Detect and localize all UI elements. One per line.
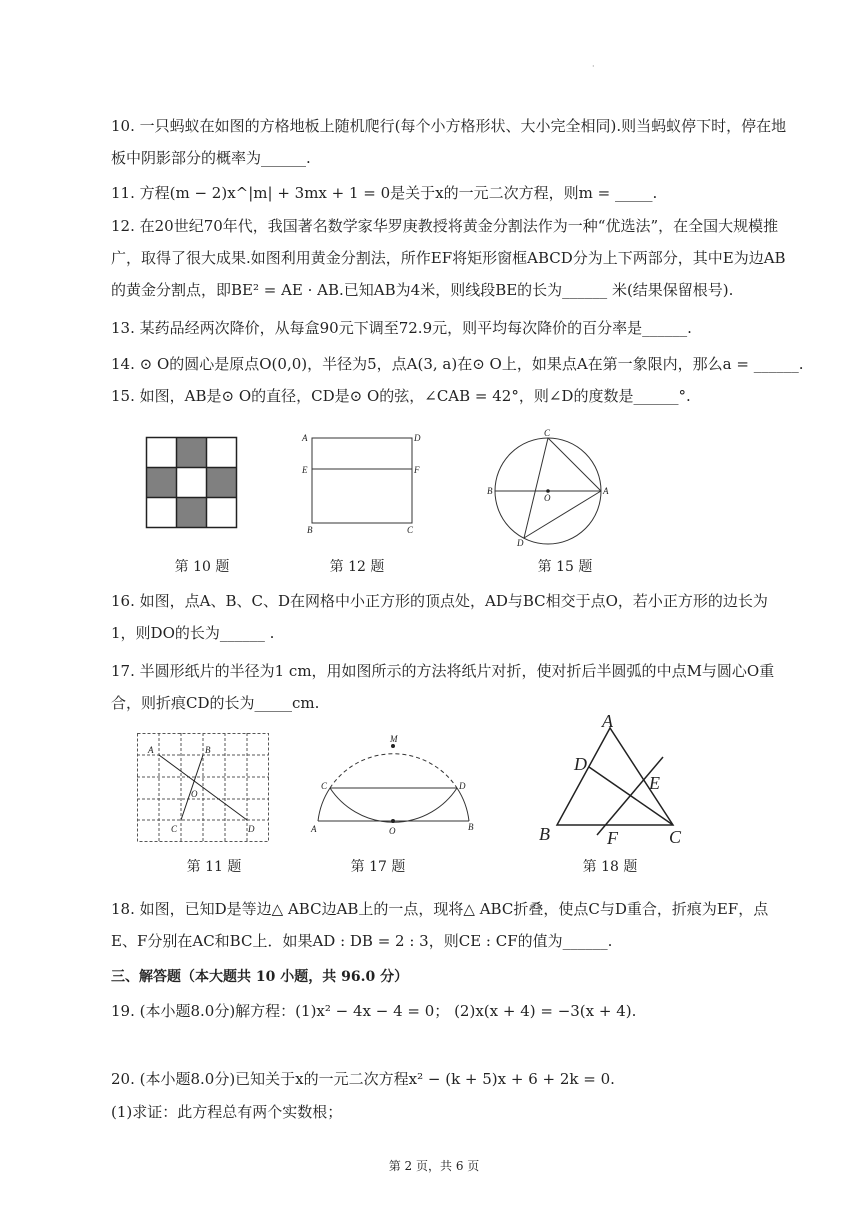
figure-17-semicircle [306,733,481,838]
page-footer: 第 2 页，共 6 页 [388,1159,480,1173]
figure-15-circle [485,428,615,548]
label-A: A [603,486,609,496]
grid-cell-shaded [176,437,206,467]
label-A: A [148,745,154,755]
question-16: 16. 如图，点A、B、C、D在网格中小正方形的顶点处，AD与BC相交于点O，若小正方形的边长为1，则DO的长为______ . [111,592,768,642]
caption-12: 第 12 题 [329,559,385,575]
caption-17: 第 17 题 [350,859,406,875]
label-O: O [191,789,198,799]
label-C: C [669,827,682,847]
caption-15: 第 15 题 [537,559,593,575]
question-17: 17. 半圆形纸片的半径为1 cm，用如图所示的方法将纸片对折，使对折后半圆弧的中点M与圆心O重合，则折痕CD的长为_____cm. [111,662,775,712]
question-19: 19. (本小题8.0分)解方程：(1)x² − 4x − 4 = 0； (2)x(x + 4) = −3(x + 4). [111,1002,637,1020]
label-C: C [321,781,328,791]
label-B: B [307,525,313,535]
label-A: A [302,433,308,443]
label-F: F [607,828,618,848]
figure-11-grid [137,733,270,845]
caption-10: 第 10 题 [174,559,230,575]
question-20-part-1: (1)求证：此方程总有两个实数根； [111,1103,343,1121]
question-12: 12. 在20世纪70年代，我国著名数学家华罗庚教授将黄金分割法作为一种“优选法”，在全国大规模推广，取得了很大成果.如图利用黄金分割法，所作EF将矩形窗框ABCD分为上下两部分，其中E为边AB的黄金分割点，即BE² = AE · AB.已知AB为4米，则线段BE的长为______ 米(结果保留根号). [111,217,786,299]
label-F: F [414,465,420,475]
figure-18-triangle [535,710,695,850]
caption-11: 第 11 题 [186,859,242,875]
question-15: 15. 如图，AB是⊙ O的直径，CD是⊙ O的弦，∠CAB = 42°，则∠D的度数是______°. [111,387,691,405]
question-13: 13. 某药品经两次降价，从每盒90元下调至72.9元，则平均每次降价的百分率是______. [111,319,692,337]
grid-cell-shaded [206,467,236,497]
label-D: D [459,781,466,791]
grid-cell-shaded [176,497,206,527]
label-B: B [468,822,474,832]
section-heading: 三、解答题（本大题共 10 小题，共 96.0 分） [111,969,409,985]
question-10: 10. 一只蚂蚁在如图的方格地板上随机爬行(每个小方格形状、大小完全相同).则当蚂蚁停下时，停在地板中阴影部分的概率为______. [111,117,787,167]
figure-12-rectangle [300,430,430,535]
question-14: 14. ⊙ O的圆心是原点O(0,0)，半径为5，点A(3, a)在⊙ O上，如果点A在第一象限内，那么a = ______. [111,355,804,373]
label-D: D [414,433,421,443]
page-mark: · [592,62,595,71]
label-C: C [407,525,414,535]
question-20: 20. (本小题8.0分)已知关于x的一元二次方程x² − (k + 5)x + 6 + 2k = 0. [111,1070,615,1088]
question-18: 18. 如图，已知D是等边△ ABC边AB上的一点，现将△ ABC折叠，使点C与D重合，折痕为EF，点E、F分别在AC和BC上．如果AD : DB = 2 : 3，则CE : CF的值为______. [111,900,769,950]
label-D: D [248,824,255,834]
label-D: D [517,538,524,548]
label-E: E [302,465,308,475]
label-D: D [574,754,587,774]
label-B: B [205,745,211,755]
label-C: C [544,428,551,438]
label-B: B [539,824,550,844]
label-C: C [171,824,178,834]
label-E: E [649,773,660,793]
caption-18: 第 18 题 [582,859,638,875]
question-11: 11. 方程(m − 2)x^|m| + 3mx + 1 = 0是关于x的一元二次方程，则m = _____. [111,184,658,202]
label-A: A [311,824,317,834]
figure-10-grid [146,437,237,528]
label-O: O [544,493,551,503]
label-M: M [390,734,398,744]
label-O: O [389,826,396,836]
grid-cell-shaded [146,467,176,497]
label-A: A [602,711,613,731]
label-B: B [487,486,493,496]
